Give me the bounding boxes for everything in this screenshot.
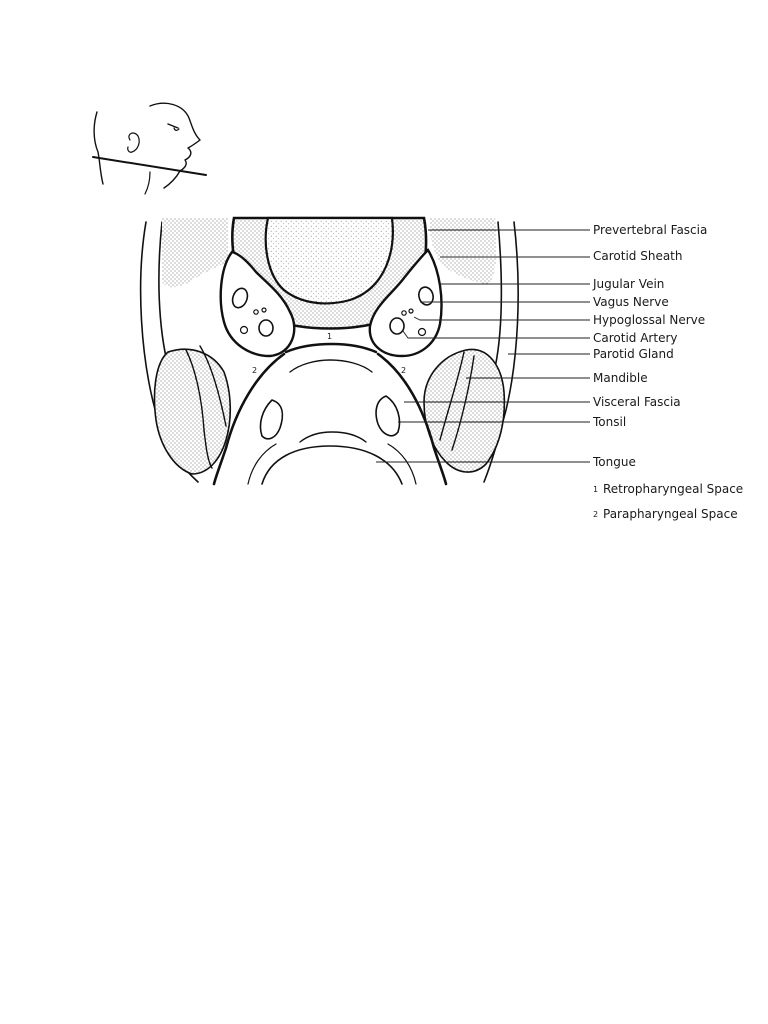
legend-parapharyngeal-space: Parapharyngeal Space xyxy=(603,507,738,521)
legend-number-2: 2 xyxy=(593,510,599,519)
left-paravertebral-muscle xyxy=(162,218,228,287)
right-tonsil xyxy=(376,396,399,436)
label-parotid-gland: Parotid Gland xyxy=(593,347,674,361)
left-tonsil xyxy=(260,400,282,439)
left-parotid-gland xyxy=(155,349,231,474)
pharynx-lumen xyxy=(290,360,372,372)
label-tongue: Tongue xyxy=(593,455,636,469)
label-prevertebral-fascia: Prevertebral Fascia xyxy=(593,223,708,237)
marker-space-2-right: 2 xyxy=(401,366,407,375)
legend-retropharyngeal-space: Retropharyngeal Space xyxy=(603,482,744,496)
pharynx-posterior-wall xyxy=(286,344,376,352)
label-vagus-nerve: Vagus Nerve xyxy=(593,295,669,309)
tongue-dorsum xyxy=(300,432,366,442)
right-paravertebral-muscle xyxy=(430,218,496,284)
label-jugular-vein: Jugular Vein xyxy=(593,277,665,291)
label-carotid-artery: Carotid Artery xyxy=(593,331,678,345)
cross-section xyxy=(141,218,519,484)
label-visceral-fascia: Visceral Fascia xyxy=(593,395,681,409)
right-oral-wall xyxy=(388,444,416,484)
marker-space-2-left: 2 xyxy=(252,366,258,375)
label-tonsil: Tonsil xyxy=(593,415,627,429)
legend xyxy=(593,482,743,521)
left-oral-wall xyxy=(248,444,276,484)
label-hypoglossal-nerve: Hypoglossal Nerve xyxy=(593,313,706,327)
marker-space-1: 1 xyxy=(327,332,333,341)
legend-number-1: 1 xyxy=(593,485,599,494)
label-carotid-sheath: Carotid Sheath xyxy=(593,249,683,263)
head-profile-icon xyxy=(93,103,206,194)
label-mandible: Mandible xyxy=(593,371,648,385)
tongue-outline xyxy=(262,446,402,484)
